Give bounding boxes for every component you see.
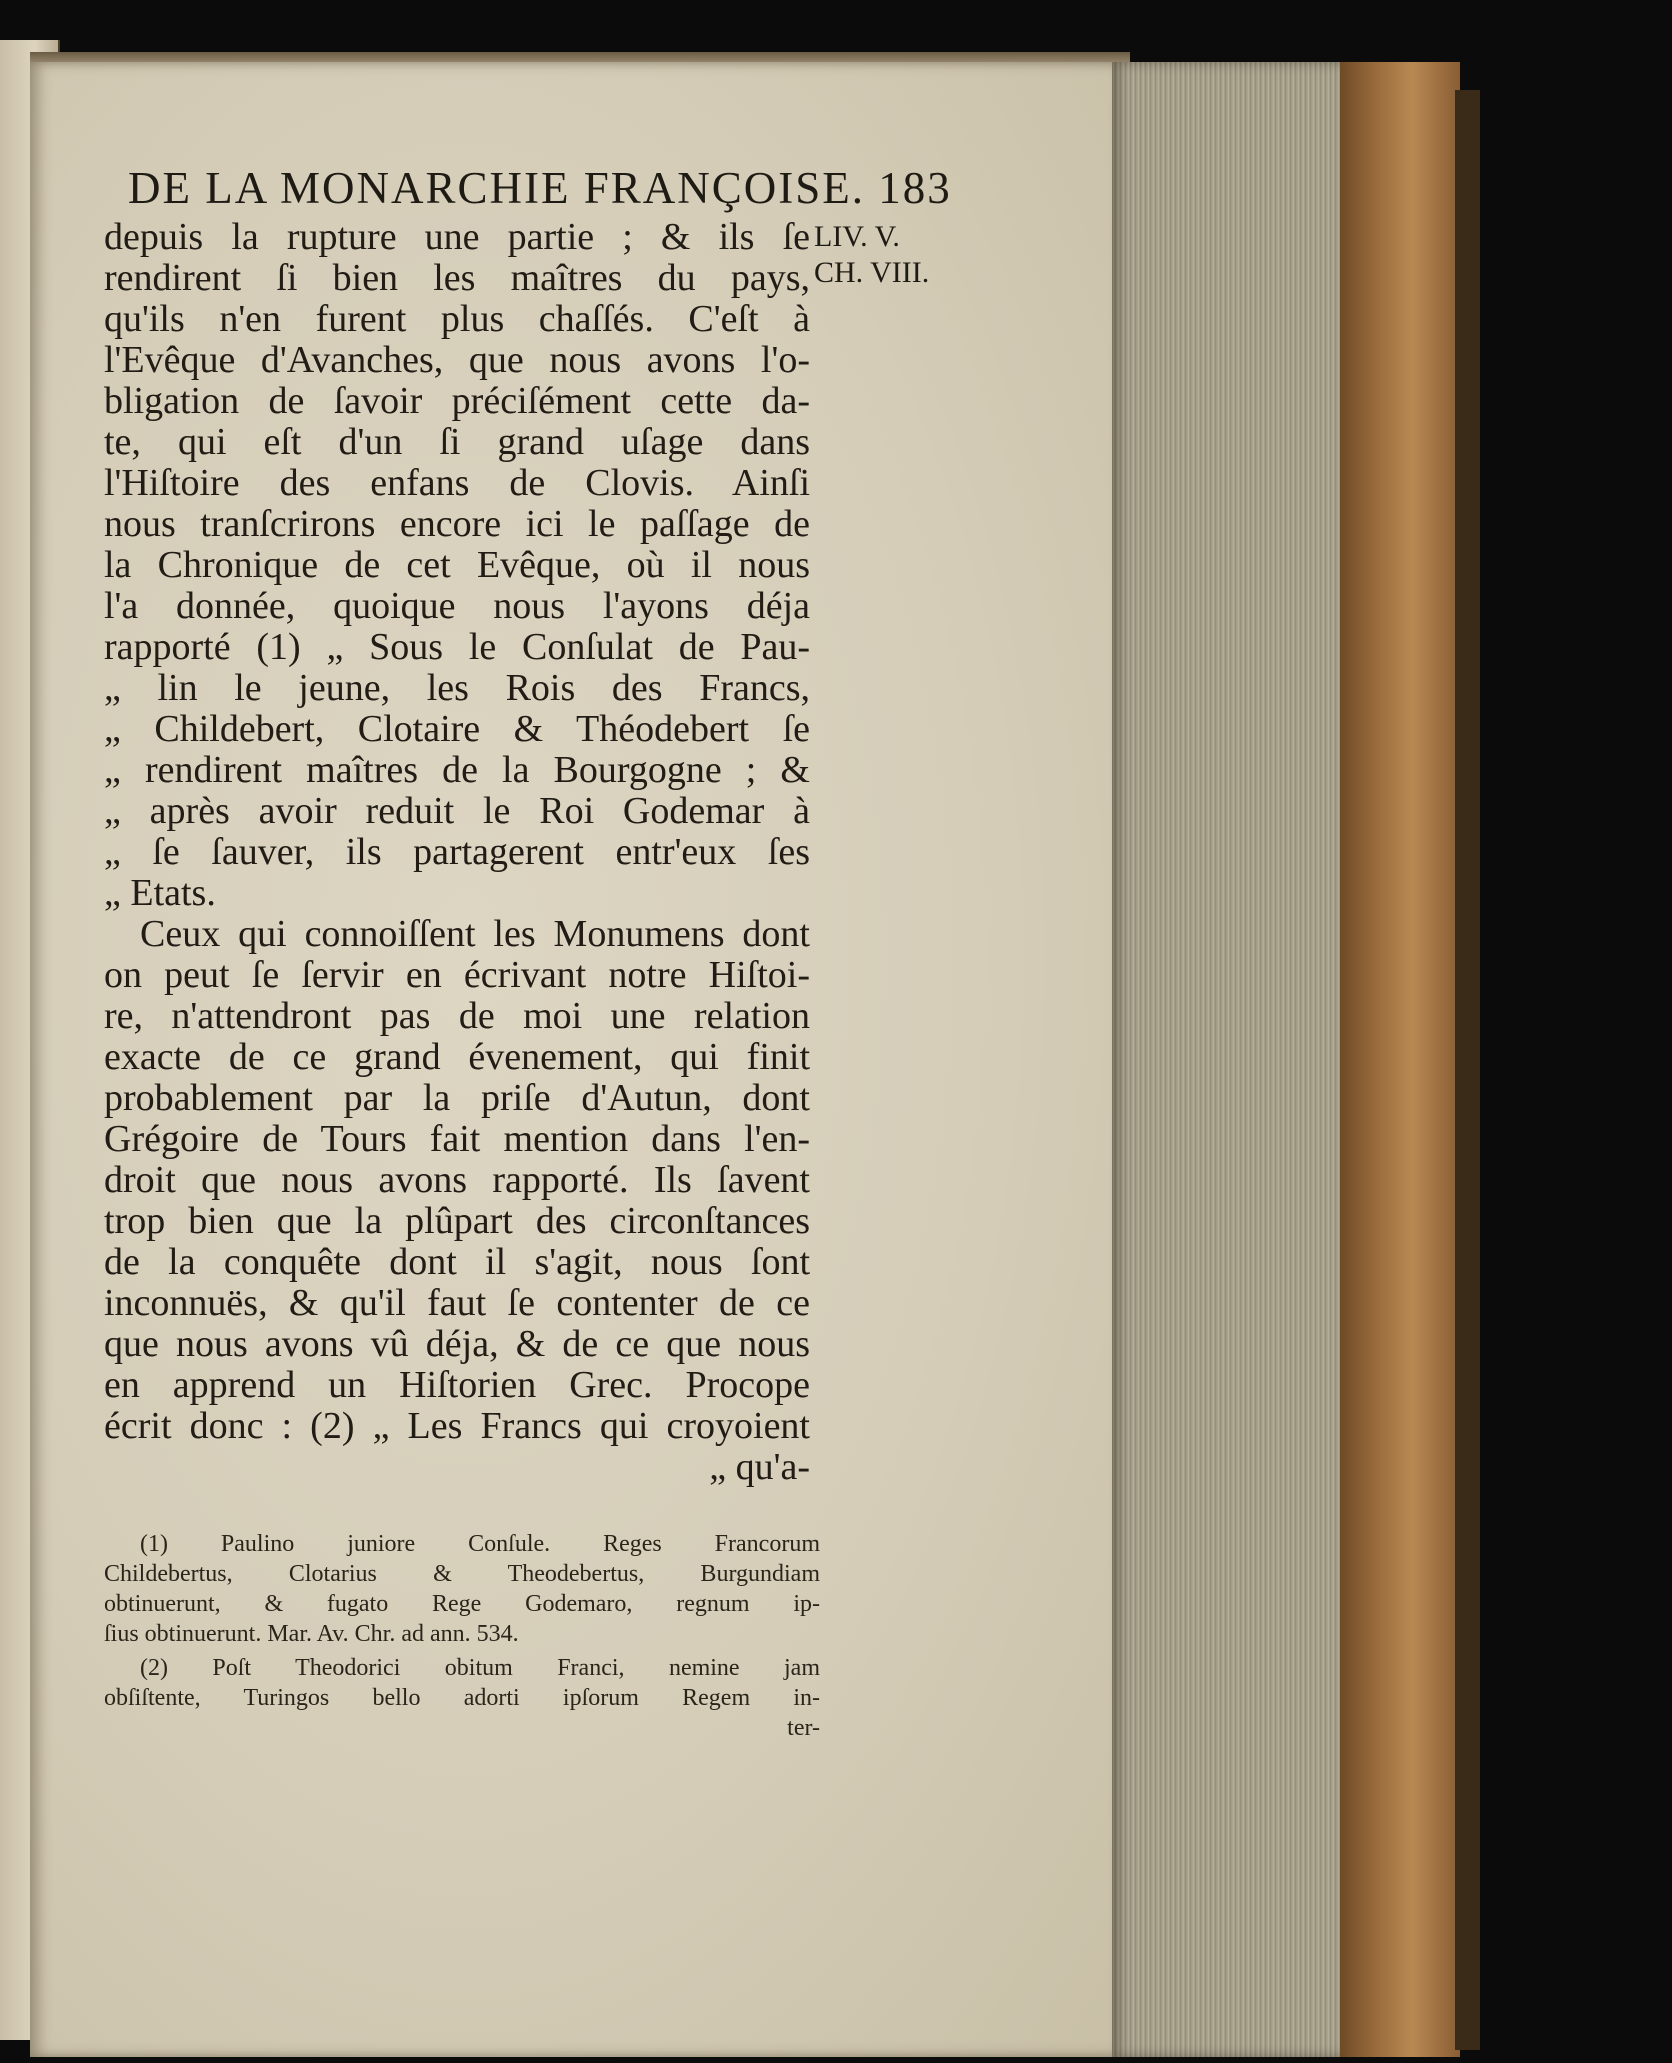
body-line: Ceux qui connoiſſent les Monumens dont	[140, 913, 810, 955]
body-line: la Chronique de cet Evêque, où il nous	[104, 544, 810, 586]
body-line: probablement par la priſe d'Autun, dont	[104, 1077, 810, 1119]
running-head: DE LA MONARCHIE FRANÇOISE. 183	[128, 163, 952, 213]
body-line: „ rendirent maîtres de la Bourgogne ; &	[104, 749, 810, 791]
body-line: „ après avoir reduit le Roi Godemar à	[104, 790, 810, 832]
body-line: qu'ils n'en furent plus chaſſés. C'eſt à	[104, 298, 810, 340]
body-line: de la conquête dont il s'agit, nous ſont	[104, 1241, 810, 1283]
body-line: „ ſe ſauver, ils partagerent entr'eux ſes	[104, 831, 810, 873]
body-line: l'a donnée, quoique nous l'ayons déja	[104, 585, 810, 627]
cover-edge-shadow	[1455, 90, 1480, 2050]
body-line: l'Hiſtoire des enfans de Clovis. Ainſi	[104, 462, 810, 504]
body-line: bligation de ſavoir préciſément cette da-	[104, 380, 810, 422]
body-line: re, n'attendront pas de moi une relation	[104, 995, 810, 1037]
page-block-fore-edge	[1112, 62, 1342, 2057]
body-line: inconnuës, & qu'il faut ſe contenter de ce	[104, 1282, 810, 1324]
body-line: que nous avons vû déja, & de ce que nous	[104, 1323, 810, 1365]
footnote-line: (1) Paulino juniore Conſule. Reges Francorum	[140, 1531, 820, 1557]
body-line: „ Childebert, Clotaire & Théodebert ſe	[104, 708, 810, 750]
leather-cover	[1340, 62, 1460, 2057]
body-line: nous tranſcrirons encore ici le paſſage de	[104, 503, 810, 545]
body-line: depuis la rupture une partie ; & ils ſe	[104, 216, 810, 258]
body-line: trop bien que la plûpart des circonſtances	[104, 1200, 810, 1242]
body-line: „ lin le jeune, les Rois des Francs,	[104, 667, 810, 709]
body-line: en apprend un Hiſtorien Grec. Procope	[104, 1364, 810, 1406]
body-line: exacte de ce grand évenement, qui finit	[104, 1036, 810, 1078]
footnote-catchword: ter-	[787, 1715, 820, 1741]
body-line: écrit donc : (2) „ Les Francs qui croyoient	[104, 1405, 810, 1447]
footnote-line: Childebertus, Clotarius & Theodebertus, Burgundiam	[104, 1561, 820, 1587]
body-line: droit que nous avons rapporté. Ils ſavent	[104, 1159, 810, 1201]
footnote-line: obſiſtente, Turingos bello adorti ipſorum Regem in-	[104, 1685, 820, 1711]
footnote-line: ſius obtinuerunt. Mar. Av. Chr. ad ann. 534.	[104, 1621, 519, 1647]
body-line: l'Evêque d'Avanches, que nous avons l'o-	[104, 339, 810, 381]
body-line: on peut ſe ſervir en écrivant notre Hiſtoi-	[104, 954, 810, 996]
margin-note-book: LIV. V.	[814, 220, 900, 253]
body-line: Grégoire de Tours fait mention dans l'en-	[104, 1118, 810, 1160]
body-line: rapporté (1) „ Sous le Conſulat de Pau-	[104, 626, 810, 668]
body-line: „ Etats.	[104, 872, 216, 914]
body-line: rendirent ſi bien les maîtres du pays,	[104, 257, 810, 299]
footnote-line: obtinuerunt, & fugato Rege Godemaro, regnum ip-	[104, 1591, 820, 1617]
margin-note-chapter: CH. VIII.	[814, 256, 930, 289]
body-line: te, qui eſt d'un ſi grand uſage dans	[104, 421, 810, 463]
footnote-line: (2) Poſt Theodorici obitum Franci, nemine jam	[140, 1655, 820, 1681]
catchword: „ qu'a-	[709, 1446, 810, 1488]
